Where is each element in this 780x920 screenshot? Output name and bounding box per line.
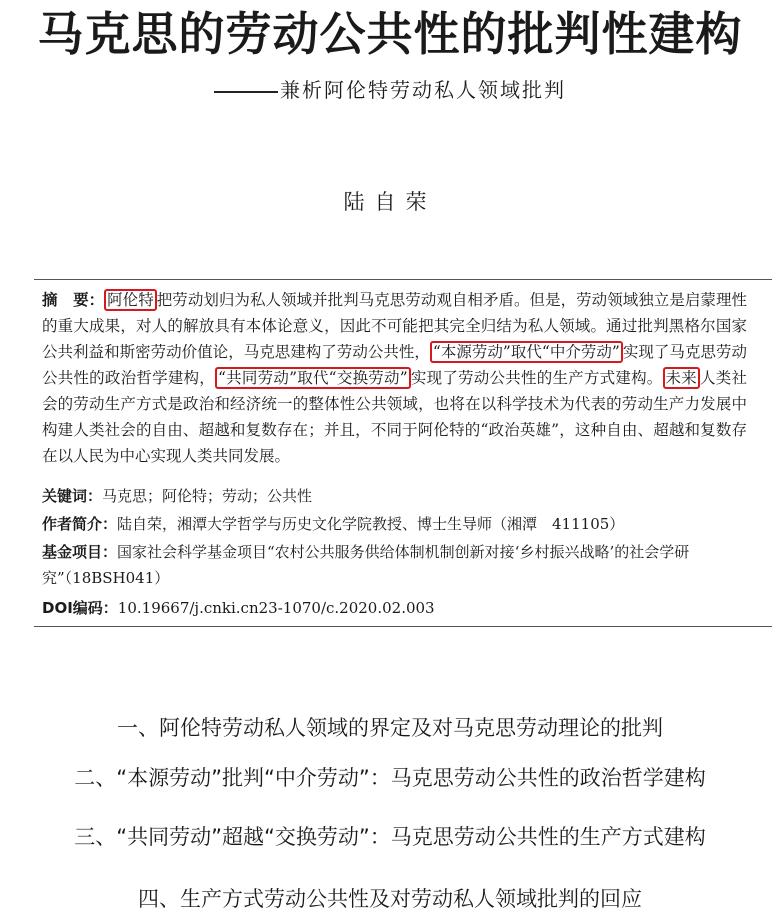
abstract-top-rule — [34, 279, 772, 280]
fund-value: 国家社会科学基金项目“农村公共服务供给体制机制创新对接‘乡村振兴战略’的社会学研究”（18BSH041） — [42, 543, 690, 587]
abstract-bottom-rule — [34, 626, 772, 627]
abstract-text-1: 把劳动划归为私人领域并批判马克思劳动观自相矛盾。但是，劳动领域独立是启蒙理性的重大成果，对人的解放具有本体论意义，因此不可能把其完全归结为私人领域。通过批判黑格尔国家公共利益和斯密劳动价值论，马克思建构了劳动公共性， — [42, 291, 747, 361]
paper-subtitle — [0, 74, 780, 103]
abstract-text-4: 人类社会的劳动生产方式是政治和经济统一的整体性公共领域，也将在以科学技术为代表的劳动生产力发展中构建人类社会的自由、超越和复数存在；并且，不同于阿伦特的“政治英雄”，这种自由、超越和复数存在以人民为中心实现人类共同发展。 — [42, 369, 747, 465]
paper-title: 马克思的劳动公共性的批判性建构 — [37, 7, 743, 61]
doi — [42, 595, 747, 621]
keywords-label: 关键词： — [42, 487, 103, 505]
section-heading-4: 四、生产方式劳动公共性及对劳动私人领域批判的回应 — [138, 887, 642, 911]
highlight-arendt: 阿伦特 — [104, 289, 157, 311]
doi-value: 10.19667/j.cnki.cn23-1070/c.2020.02.003 — [117, 599, 435, 617]
author-bio — [42, 511, 747, 537]
doi-label: DOI编码： — [42, 599, 118, 617]
subtitle-text: 兼析阿伦特劳动私人领域批判 — [280, 78, 566, 102]
abstract-label: 摘 要： — [42, 291, 105, 309]
abstract-text-2: 实现了马克思劳动公共性的政治哲学建构， — [42, 343, 747, 387]
highlight-future: 未来 — [663, 367, 700, 389]
fund-label: 基金项目： — [42, 543, 118, 561]
abstract — [42, 287, 747, 469]
highlight-original-labor: “本源劳动”取代“中介劳动” — [430, 341, 623, 363]
fund-project — [42, 539, 747, 591]
abstract-text-3: 实现了劳动公共性的生产方式建构。 — [410, 369, 663, 387]
section-heading-1: 一、阿伦特劳动私人领域的界定及对马克思劳动理论的批判 — [117, 716, 663, 740]
section-heading-3: 三、“共同劳动”超越“交换劳动”：马克思劳动公共性的生产方式建构 — [74, 825, 706, 849]
keywords — [42, 483, 747, 509]
author-bio-value: 陆自荣，湘潭大学哲学与历史文化学院教授、博士生导师（湘潭 411105） — [117, 515, 625, 533]
subtitle-dash — [214, 91, 278, 93]
author-name: 陆自荣 — [343, 190, 437, 214]
section-heading-2: 二、“本源劳动”批判“中介劳动”：马克思劳动公共性的政治哲学建构 — [74, 766, 706, 790]
highlight-common-labor: “共同劳动”取代“交换劳动” — [215, 367, 411, 389]
keywords-value: 马克思；阿伦特；劳动；公共性 — [102, 487, 313, 505]
author-bio-label: 作者简介： — [42, 515, 118, 533]
